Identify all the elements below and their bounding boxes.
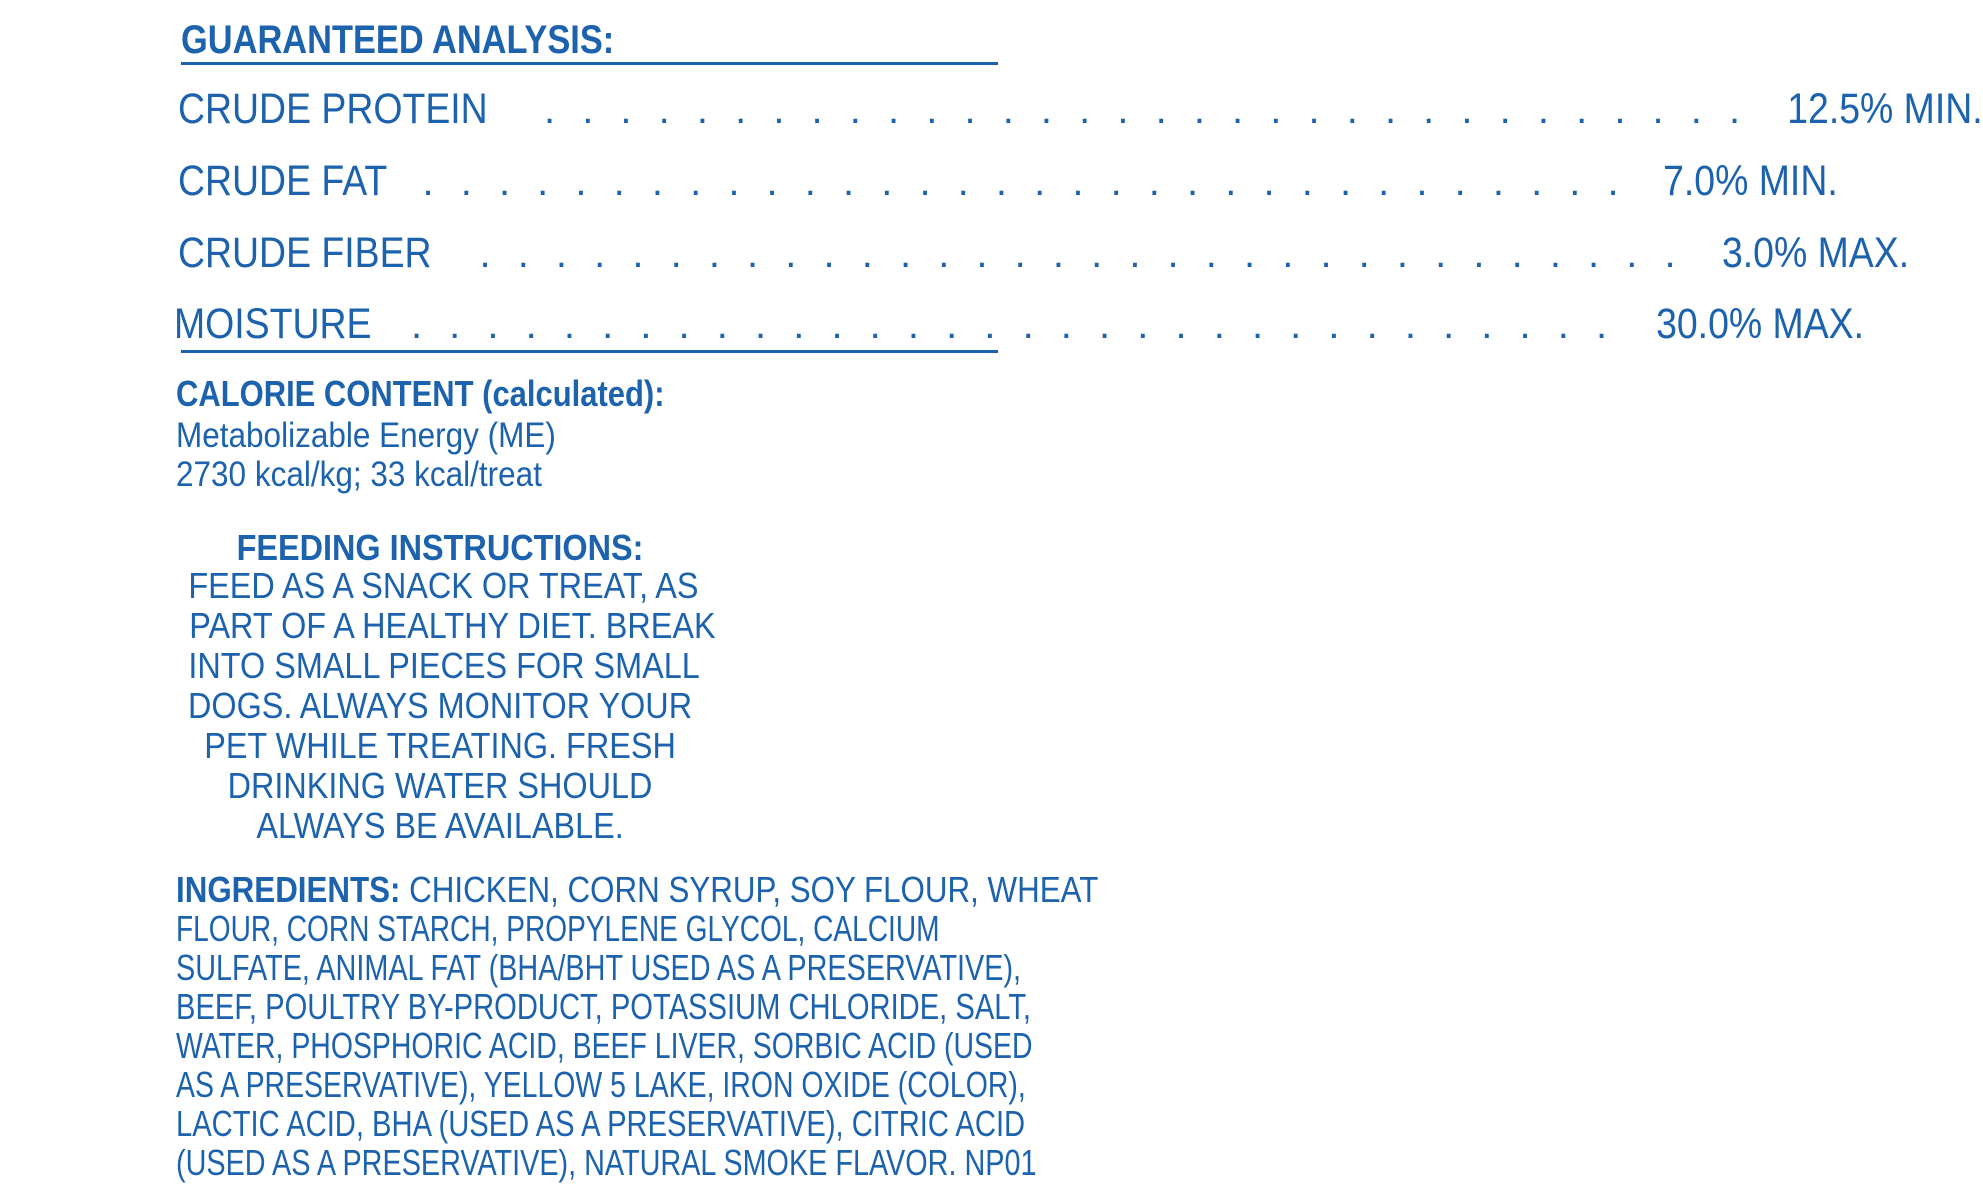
feeding-line <box>160 766 720 805</box>
analysis-row-protein <box>178 84 1983 134</box>
analysis-value: 12.5% MIN. <box>1787 85 1983 133</box>
ingredients-text: CHICKEN, CORN SYRUP, SOY FLOUR, WHEAT <box>400 869 1099 910</box>
leader-dots: . . . . . . . . . . . . . . . . . . . . . . . . . . . . . . . . <box>543 88 1749 132</box>
analysis-row-fiber <box>178 228 1909 278</box>
ingredients-line: AS A PRESERVATIVE), YELLOW 5 LAKE, IRON OXIDE (COLOR), <box>176 1064 1026 1105</box>
analysis-row-moisture <box>174 299 1865 349</box>
feeding-line <box>160 686 720 725</box>
bottom-rule <box>181 350 998 353</box>
ingredients-line: WATER, PHOSPHORIC ACID, BEEF LIVER, SORBIC ACID (USED <box>176 1025 1033 1066</box>
ingredients-line <box>176 869 1099 910</box>
ingredients-line: (USED AS A PRESERVATIVE), NATURAL SMOKE FLAVOR. NP01 <box>176 1142 1037 1183</box>
feeding-line-text: ALWAYS BE AVAILABLE. <box>256 805 624 846</box>
leader-dots: . . . . . . . . . . . . . . . . . . . . . . . . . . . . . . . . <box>422 160 1627 204</box>
ingredients-line: BEEF, POULTRY BY-PRODUCT, POTASSIUM CHLORIDE, SALT, <box>176 986 1032 1027</box>
feeding-line <box>160 566 720 605</box>
feeding-title-text: FEEDING INSTRUCTIONS: <box>236 527 644 568</box>
feeding-line-text: PART OF A HEALTHY DIET. BREAK <box>189 605 716 646</box>
analysis-value: 7.0% MIN. <box>1662 157 1838 205</box>
calorie-content-title: CALORIE CONTENT (calculated): <box>176 373 665 414</box>
feeding-line-text: INTO SMALL PIECES FOR SMALL <box>188 645 700 686</box>
ingredients-line: FLOUR, CORN STARCH, PROPYLENE GLYCOL, CALCIUM <box>176 908 940 949</box>
leader-dots: . . . . . . . . . . . . . . . . . . . . . . . . . . . . . . . . <box>410 303 1616 347</box>
analysis-name: CRUDE FIBER <box>178 229 432 277</box>
feeding-line-text: FEED AS A SNACK OR TREAT, AS <box>188 565 699 606</box>
calorie-line-energy: Metabolizable Energy (ME) <box>176 416 556 455</box>
calorie-line-values: 2730 kcal/kg; 33 kcal/treat <box>176 455 542 494</box>
feeding-line <box>160 646 720 685</box>
analysis-name: CRUDE FAT <box>178 157 388 205</box>
feeding-line <box>160 806 720 845</box>
ingredients-line: LACTIC ACID, BHA (USED AS A PRESERVATIVE), CITRIC ACID <box>176 1103 1026 1144</box>
feeding-line <box>160 726 720 765</box>
feeding-line-text: PET WHILE TREATING. FRESH <box>204 725 676 766</box>
feeding-line <box>160 606 720 645</box>
feeding-line-text: DRINKING WATER SHOULD <box>227 765 653 806</box>
feeding-instructions-title <box>160 528 720 567</box>
analysis-row-fat <box>178 156 1838 206</box>
ingredients-label: INGREDIENTS: <box>176 869 401 910</box>
analysis-name: MOISTURE <box>174 300 372 348</box>
leader-dots: . . . . . . . . . . . . . . . . . . . . . . . . . . . . . . . . <box>479 232 1684 276</box>
guaranteed-analysis-title: GUARANTEED ANALYSIS: <box>181 18 615 62</box>
analysis-value: 3.0% MAX. <box>1721 229 1909 277</box>
ingredients-line: SULFATE, ANIMAL FAT (BHA/BHT USED AS A PRESERVATIVE), <box>176 947 1022 988</box>
ingredients-block <box>176 869 1099 1183</box>
analysis-value: 30.0% MAX. <box>1656 300 1865 348</box>
analysis-name: CRUDE PROTEIN <box>178 85 488 133</box>
feeding-line-text: DOGS. ALWAYS MONITOR YOUR <box>188 685 693 726</box>
top-rule <box>181 62 998 65</box>
